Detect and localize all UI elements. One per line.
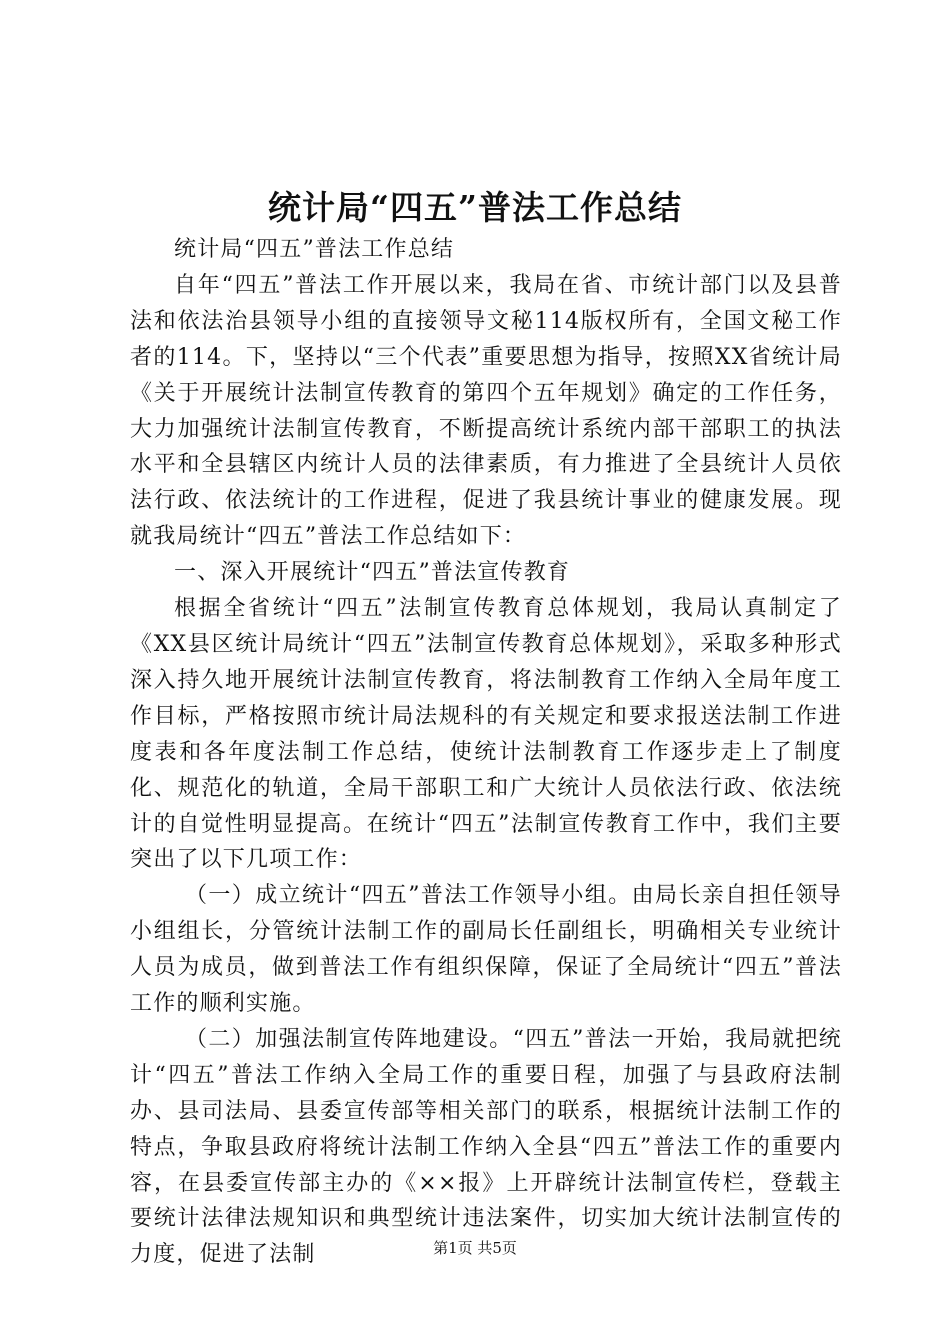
paragraph-item-one: （一）成立统计“四五”普法工作领导小组。由局长亲自担任领导小组组长，分管统计法制工作的副局长任副组长，明确相关专业统计人员为成员，做到普法工作有组织保障，保证了全局统计“四五”普法工作的顺利实施。 xyxy=(130,883,842,1017)
paragraph-intro: 自年“四五”普法工作开展以来，我局在省、市统计部门以及县普法和依法治县领导小组的直接领导文秘114版权所有，全国文秘工作者的114。下，坚持以“三个代表”重要思想为指导，按照XX省统计局《关于开展统计法制宣传教育的第四个五年规划》确定的工作任务，大力加强统计法制宣传教育，不断提高统计系统内部干部职工的执法水平和全县辖区内统计人员的法律素质，有力推进了全县统计人员依法行政、依法统计的工作进程，促进了我县统计事业的健康发展。现就我局统计“四五”普法工作总结如下： xyxy=(130,272,842,550)
paragraph-section-one: 根据全省统计“四五”法制宣传教育总体规划，我局认真制定了《XX县区统计局统计“四五”法制宣传教育总体规划》，采取多种形式深入持久地开展统计法制宣传教育，将法制教育工作纳入全局年度工作目标，严格按照市统计局法规科的有关规定和要求报送法制工作进度表和各年度法制工作总结，使统计法制教育工作逐步走上了制度化、规范化的轨道，全局干部职工和广大统计人员依法行政、依法统计的自觉性明显提高。在统计“四五”法制宣传教育工作中，我们主要突出了以下几项工作： xyxy=(130,596,842,873)
document-title: 统计局“四五”普法工作总结 xyxy=(268,188,682,227)
paragraph-subtitle: 统计局“四五”普法工作总结 xyxy=(174,237,455,262)
paragraph-item-two: （二）加强法制宣传阵地建设。“四五”普法一开始，我局就把统计“四五”普法工作纳入全局工作的重要日程，加强了与县政府法制办、县司法局、县委宣传部等相关部门的联系，根据统计法制工作的特点，争取县政府将统计法制工作纳入全县“四五”普法工作的重要内容，在县委宣传部主办的《××报》上开辟统计法制宣传栏，登载主要统计法律法规知识和典型统计违法案件，切实加大统计法制宣传的力度，促进了法制 xyxy=(130,1026,842,1268)
page-number-footer: 第1页 共5页 xyxy=(433,1239,517,1257)
document-body xyxy=(130,232,842,1273)
section-heading: 一、深入开展统计“四五”普法宣传教育 xyxy=(174,560,571,586)
